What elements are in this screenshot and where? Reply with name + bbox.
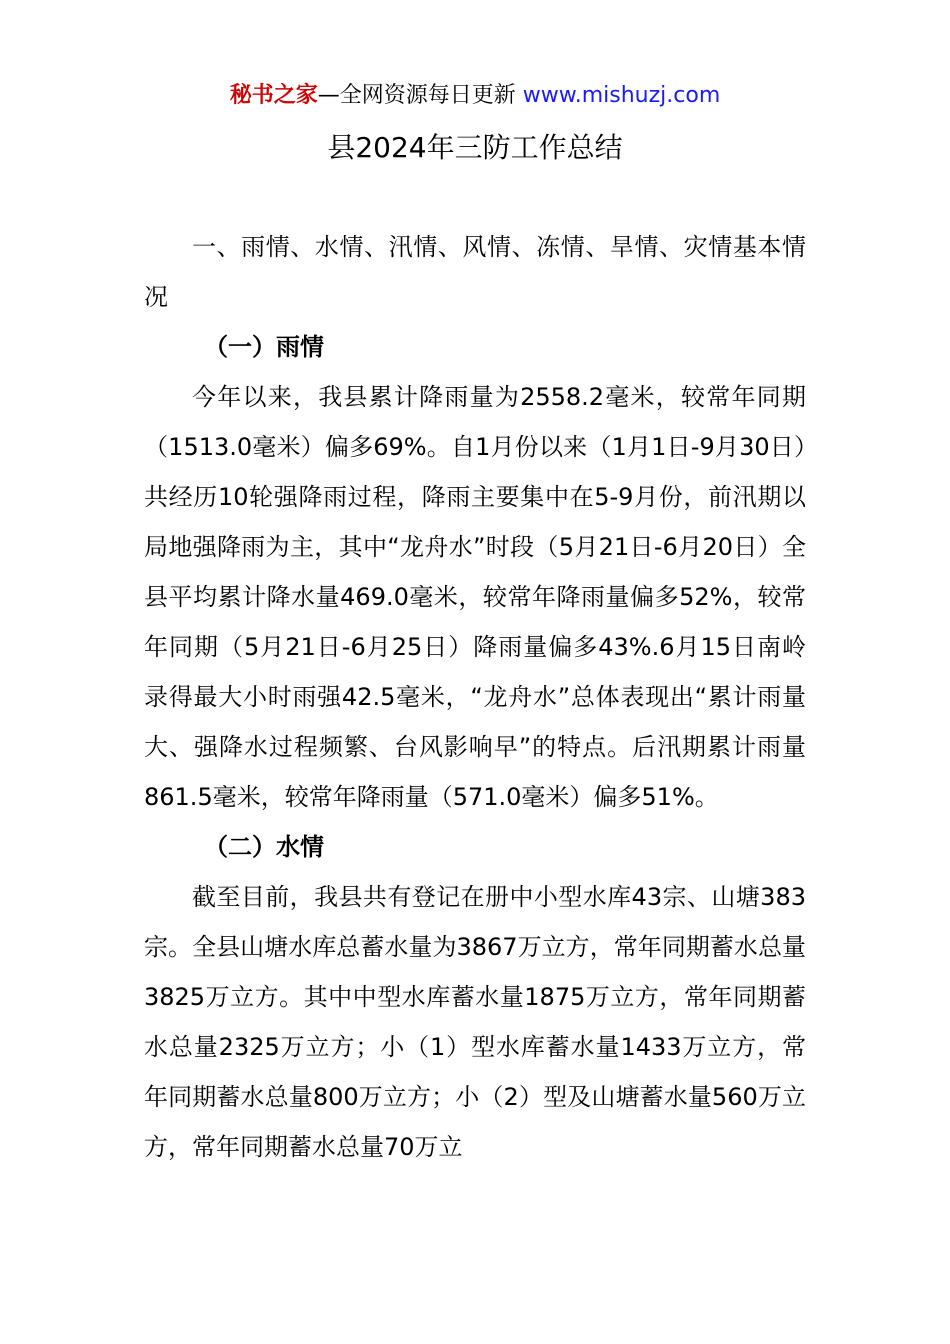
site-header (0, 80, 950, 112)
paragraph-rain: 今年以来，我县累计降雨量为2558.2毫米，较常年同期（1513.0毫米）偏多69%。自1月份以来（1月1日-9月30日）共经历10轮强降雨过程，降雨主要集中在5-9月份，前汛期以局地强降雨为主，其中“龙舟水”时段（5月21日-6月20日）全县平均累计降水量469.0毫米，较常年降雨量偏多52%，较常年同期（5月21日-6月25日）降雨量偏多43%.6月15日南岭录得最大小时雨强42.5毫米，“龙舟水”总体表现出“累计雨量大、强降水过程频繁、台风影响早”的特点。后汛期累计雨量861.5毫米，较常年降雨量（571.0毫米）偏多51%。 (144, 383, 806, 811)
brand-name: 秘书之家 (229, 83, 318, 108)
site-url[interactable]: www.mishuzj.com (522, 83, 721, 108)
document-body (144, 222, 806, 1172)
section-heading: 一、雨情、水情、汛情、风情、冻情、旱情、灾情基本情况 (144, 233, 806, 311)
document-title: 县2024年三防工作总结 (327, 131, 623, 164)
subsection-heading-rain: （一）雨情 (204, 333, 324, 361)
header-tagline: —全网资源每日更新 (317, 83, 523, 108)
paragraph-water: 截至目前，我县共有登记在册中小型水库43宗、山塘383宗。全县山塘水库总蓄水量为3867万立方，常年同期蓄水总量3825万立方。其中中型水库蓄水量1875万立方，常年同期蓄水总量2325万立方；小（1）型水库蓄水量1433万立方，常年同期蓄水总量800万立方；小（2）型及山塘蓄水量560万立方，常年同期蓄水总量70万立 (144, 883, 806, 1161)
subsection-heading-water: （二）水情 (204, 833, 324, 861)
